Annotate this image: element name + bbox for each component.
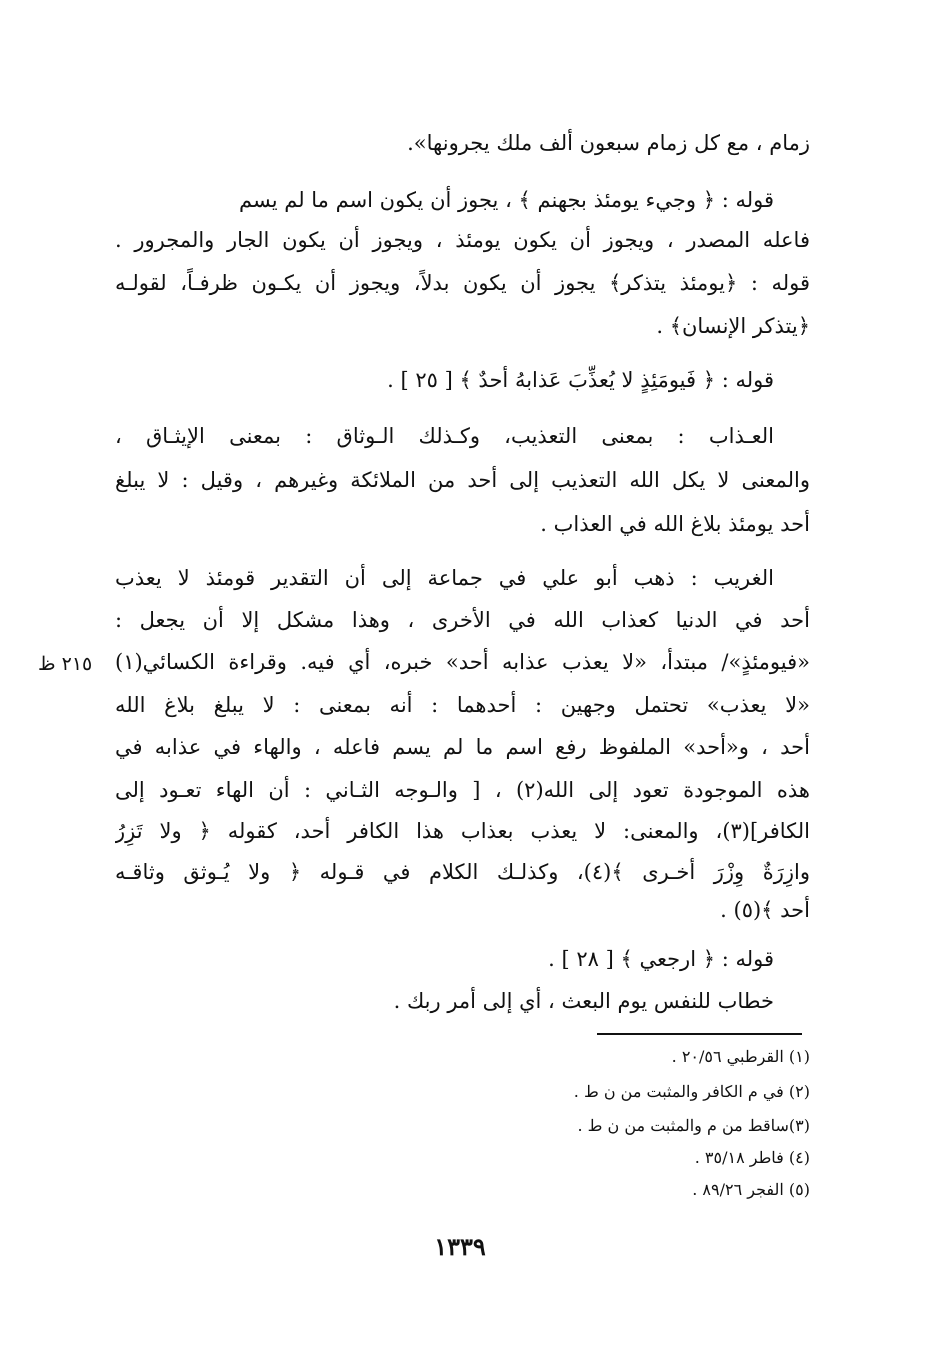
body-line-16: الكافر](٣)، والمعنى: لا يعذب بعذاب هذا الكافر أحد، كقوله ﴿ ولا تَزِرُ — [115, 819, 810, 843]
body-line-2: قوله : ﴿ وجيء يومئذ بجهنم ﴾ ، يجوز أن يكون اسم ما لم يسم — [239, 188, 774, 212]
body-line-15: هذه الموجودة تعود إلى الله(٢) ، [ والـوجه الثـاني : أن الهاء تعـود إلى — [115, 778, 810, 802]
body-line-12: «فيومئذٍ»/ مبتدأ، «لا يعذب عذابه أحد» خبره، أي فيه. وقراءة الكسائي(١) — [115, 650, 810, 674]
page-number: ١٣٣٩ — [434, 1232, 486, 1261]
body-line-5: ﴿يتذكر الإنسان﴾ . — [656, 314, 810, 338]
footnote-3: (٣)ساقط من م والمثبت من ن ط . — [577, 1116, 810, 1135]
body-line-18: أحد ﴾(٥) . — [720, 898, 810, 922]
footnote-5: (٥) الفجر ٨٩/٢٦ . — [692, 1180, 810, 1199]
footnote-1: (١) القرطبي ٢٠/٥٦ . — [671, 1047, 810, 1066]
body-line-4: قوله : ﴿يومئذ يتذكر﴾ يجوز أن يكون بدلاً، ويجوز أن يكـون ظرفـاً، لقولـه — [115, 271, 810, 295]
body-line-11: أحد في الدنيا كعذاب الله في الأخرى ، وهذا مشكل إلا أن يجعل : — [115, 608, 810, 632]
body-line-19: قوله : ﴿ ارجعي ﴾ [ ٢٨ ] . — [548, 947, 774, 971]
body-line-7: العـذاب : بمعنى التعذيب، وكـذلك الـوثاق : بمعنى الإيثـاق ، — [115, 424, 775, 448]
body-line-6: قوله : ﴿ فَيومَئِذٍ لا يُعذِّبَ عَذابهُ أحدٌ ﴾ [ ٢٥ ] . — [387, 368, 774, 392]
body-line-3: فاعله المصدر ، ويجوز أن يكون يومئذ ، ويجوز أن يكون الجار والمجرور . — [115, 228, 810, 252]
body-line-14: أحد ، و«أحد» الملفوظ رفع اسم ما لم يسم فاعله ، والهاء في عذابه في — [115, 735, 810, 759]
body-line-9: أحد يومئذ بلاغ الله في العذاب . — [540, 512, 810, 536]
body-line-8: والمعنى لا يكل الله التعذيب إلى أحد من الملائكة وغيرهم ، وقيل : لا يبلغ — [115, 468, 810, 492]
footnote-separator — [597, 1033, 802, 1035]
footnote-4: (٤) فاطر ٣٥/١٨ . — [694, 1148, 810, 1167]
body-line-17: وازِرَةٌ وِزْرَ أخـرى ﴾(٤)، وكذلـك الكلام في قـوله ﴿ ولا يُـوثق وثاقـه — [115, 860, 810, 884]
body-line-13: «لا يعذب» تحتمل وجهين : أحدهما : أنه بمعنى : لا يبلغ بلاغ الله — [115, 693, 810, 717]
body-line-10: الغريب : ذهب أبو علي في جماعة إلى أن التقدير قومئذ لا يعذب — [115, 566, 774, 590]
body-line-1: زمام ، مع كل زمام سبعون ألف ملك يجرونها». — [407, 131, 810, 155]
manuscript-folio-note: ٢١٥ ظ — [38, 653, 93, 675]
footnote-2: (٢) في م الكافر والمثبت من ن ط . — [573, 1082, 810, 1101]
body-line-20: خطاب للنفس يوم البعث ، أي إلى أمر ربك . — [393, 989, 774, 1013]
